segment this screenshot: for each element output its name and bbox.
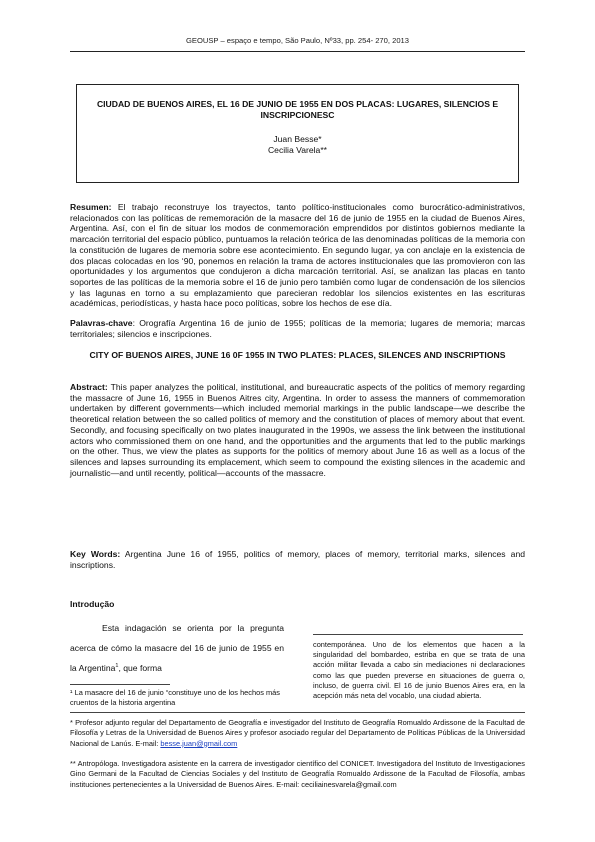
intro-text-a: Esta indagación se orienta por la pregunta acerca de cómo la masacre del 16 de junio de 1955 en la Argentina: [70, 623, 284, 673]
footnote-rule-left: [70, 684, 170, 685]
resumen-text: El trabajo reconstruye los trayectos, tanto político-institucionales como burocrático-administrativos, relacionados con las políticas de rememoración de la masacre del 16 de junio de 1955 en la ciudad de Buenos Aires, Argentina. Así, con el fin de situar los modos de conmemoración emprendidos por distintos gobiernos mediante la marcación territorial del espacio público, puntuamos la relación teórica de las denominadas políticas de la memoria con la constitución de lugares de memoria sobre ese acontecimiento. En segundo lugar, ya con anclaje en la existencia de dos placas colocadas en los ‘90, ponemos en relación la trama de actores institucionales que las promovieron con las oportunidades y los argumentos que condujeron a dicha marcación territorial. Así, se analizan las placas en tanto soportes de las políticas de la memoria sobre el 16 de junio pero también como lugar de condensación de los silencios y las lagunas en torno a su emplazamiento que parecieran redoblar los silencios existentes en las escrituras académicas, periodísticas, y hasta hace poco políticas, sobre los hechos de ese día.: [70, 202, 525, 309]
authors: [90, 134, 505, 156]
author-2: Cecilia Varela**: [267, 145, 328, 155]
palavras-chave-label: Palavras-chave: [70, 318, 133, 328]
abstract-paragraph: [70, 382, 525, 478]
keywords-text: Argentina June 16 of 1955, politics of memory, places of memory, territorial marks, silences and inscriptions.: [70, 549, 526, 570]
author-1: Juan Besse*: [273, 134, 322, 144]
email-varela: ceciliainesvarela@gmail.com: [301, 779, 397, 789]
footnote-1-continued: contemporánea. Uno de los elementos que hacen a la singularidad del bombardeo, estriba en que se trata de una acción militar llevada a cabo sin mediaciones ni declaraciones como las que pueden preverse en situaciones de guerra o, incluso, de guerra civil. El 16 de junio Buenos Aires era, en la acepción más neta del vocablo, una ciudad abierta.: [313, 640, 525, 701]
english-title: CITY OF BUENOS AIRES, JUNE 16 0F 1955 IN TWO PLATES: PLACES, SILENCES AND INSCRIPTIONS: [89, 350, 506, 360]
intro-text-b: , que forma: [118, 663, 162, 673]
keywords-label: Key Words:: [70, 549, 121, 559]
footnote-marker[interactable]: 1: [115, 663, 119, 670]
affiliation-1-text: * Profesor adjunto regular del Departamento de Geografía e investigador del Instituto de Geografía Romualdo Ardissone de la Facultad de Filosofía y Letras de la Universidad de Buenos Aires y profesor asociado regular del Departamento de Políticas Públicas de la Universidad Nacional de Lanús. E-mail:: [70, 718, 525, 748]
footnote-1: ¹ La masacre del 16 de junio “constituye uno de los hechos más cruentos de la historia argentina: [70, 688, 280, 708]
palavras-chave-text: : Orografía Argentina 16 de junio de 1955; políticas de la memoria; lugares de memoria; marcas territoriales; silencios e inscripciones.: [70, 318, 525, 339]
resumen-label: Resumen:: [70, 202, 112, 212]
abstract-label: Abstract:: [70, 382, 108, 392]
affiliation-1: [70, 718, 525, 749]
running-head: GEOUSP – espaço e tempo, São Paulo, Nº33, pp. 254- 270, 2013: [186, 36, 409, 45]
affiliation-2: [70, 759, 525, 790]
intro-paragraph: [70, 618, 284, 678]
resumen-paragraph: [70, 202, 525, 309]
header-rule: [70, 51, 525, 52]
keywords-paragraph: [70, 549, 525, 570]
section-heading-introducao: Introdução: [70, 599, 115, 609]
affiliation-2-text: ** Antropóloga. Investigadora asistente en la carrera de investigador científico del CONICET. Investigadora del Instituto de Investigaciones Gino Germani de la Facultad de Ciencias Sociales y del Instituto de Geografía Romualdo Ardissone de la Facultad de Filosofía, ambas instituciones pertenecientes a la Universidad de Buenos Aires. E-mail:: [70, 759, 525, 789]
palavras-chave-paragraph: [70, 318, 525, 339]
affiliation-rule: [70, 712, 525, 713]
email-link-besse[interactable]: besse.juan@gmail.com: [160, 738, 238, 748]
article-title: CIUDAD DE BUENOS AIRES, EL 16 DE JUNIO DE 1955 EN DOS PLACAS: LUGARES, SILENCIOS E INSCRIPCIONESC: [96, 99, 499, 120]
abstract-text: This paper analyzes the political, institutional, and bureaucratic aspects of the politics of memory regarding the massacre of June 16, 1955 in Buenos Aitres city, Argentina. In order to assess the manners of commemoration undertaken by different governments—which included memorial markings in the public landscape—we describe the theoretical relation between the so called politics of memory and the constitution of places of memory about that event. Secondly, and focusing specifically on two plates inaugurated in the 1990s, we assess the link between the institutional actors who commissioned them on one hand, and the opportunities and the arguments that led to the public markings on the other. Thus, we view the plates as supports for the politics of memory about June 16 as well as a locus of the silences and lapses surrounding its emplacement, which seem to compound the existing silences in the academic and journalistic—and until recently, political—accounts of the massacre.: [70, 382, 525, 478]
footnote-rule-right: [313, 634, 523, 635]
